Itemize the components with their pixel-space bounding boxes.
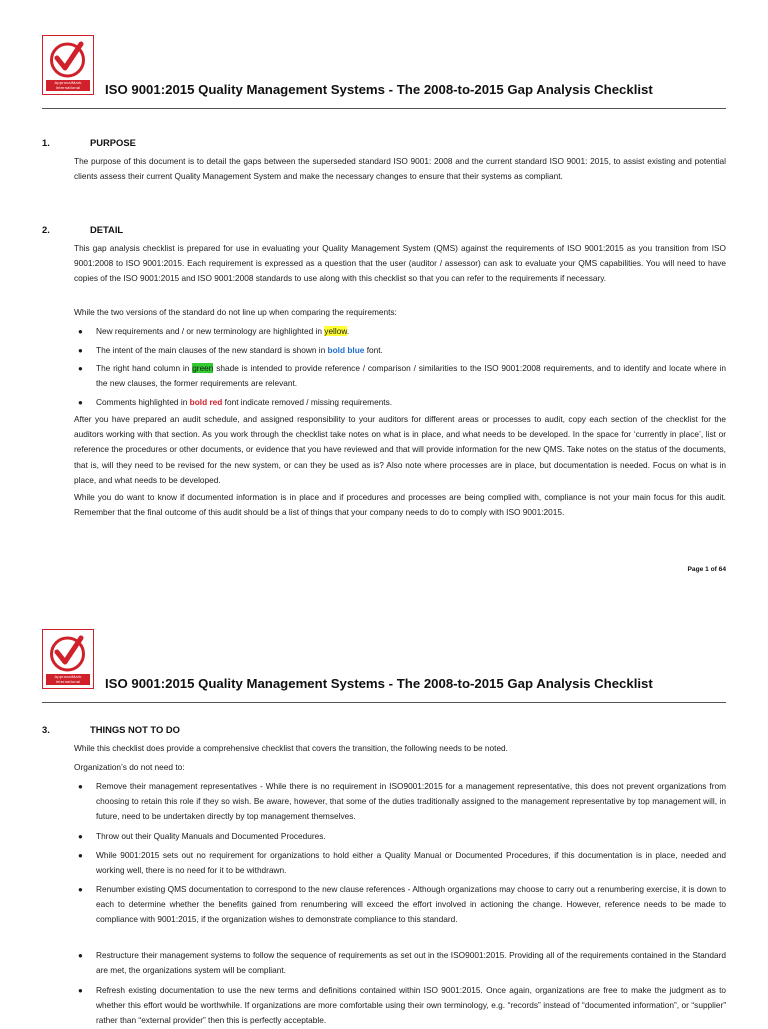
section-heading-things-not-to-do [42,724,180,735]
bullet-icon: ● [78,951,83,960]
list-item: ● Remove their management representatives - While there is no requirement in ISO9001:2015 for a management representative, this does not prevent organizations from choosing to retain this role if they so wish. Be aware, however, that some of the duties traditionally assigned to the management representative by top management will, in future, need to be undertaken directly by top management themselves. [78,781,726,822]
logo-text: ApprovalMark International [46,674,90,685]
document-title: ISO 9001:2015 Quality Management Systems - The 2008-to-2015 Gap Analysis Checklist [105,676,653,691]
section-title: THINGS NOT TO DO [90,724,180,735]
things-paragraph: While this checklist does provide a comprehensive checklist that covers the transition, the following needs to be noted. [74,743,508,753]
list-item: ● Throw out their Quality Manuals and Documented Procedures. [74,829,726,844]
company-logo [42,35,94,95]
bullet-icon: ● [78,398,83,407]
bullet-icon: ● [78,346,83,355]
list-item: ● Comments highlighted in bold red font indicate removed / missing requirements. [74,395,726,410]
approval-check-icon [43,630,92,676]
detail-paragraph: This gap analysis checklist is prepared for use in evaluating your Quality Management System (QMS) against the requirements of ISO 9001:2015 as you transition from ISO 9001:2008 to ISO 9001:2015. Each requirement is expressed as a question that the user (auditor / assessor) can ask to evaluate your QMS capabilities. You will need to have copies of the ISO 9001:2015 and ISO 9001:2008 standards to use along with this checklist so that you can refer to the requirements if necessary. [74,243,726,284]
bullet-icon: ● [78,327,83,336]
section-number: 3. [42,724,50,735]
section-heading-purpose [42,137,136,148]
audit-paragraph: After you have prepared an audit schedule, and assigned responsibility to your auditors for different areas or processes to audit, copy each section of the checklist for the auditors working with that section. As you work through the checklist take notes on what is in place, and what needs to be developed. In the space for ‘currently in place’, list or reference the procedures or other documents, or evidence that you have reviewed and that will provide information for the new QMS. Take notes on the status of the documents, that is, will they need to be revised for the new system, or can they be used as is? Also note where processes are in place, but documentation is needed. Focus on what is in place, and what needs to be developed. [74,414,726,485]
compliance-paragraph: While you do want to know if documented information is in place and if procedures and processes are being complied with, compliance is not your main focus for this audit. Remember that the final outcome of this audit should be a list of things that your company needs to do to comply with ISO 9001:2015. [74,492,726,518]
red-bold-text: bold red [189,397,223,407]
list-item: ● New requirements and / or new terminology are highlighted in yellow. [74,324,726,339]
bullet-icon: ● [78,782,83,791]
approval-check-icon [43,36,92,82]
bullet-icon: ● [78,986,83,995]
list-item: ● The intent of the main clauses of the new standard is shown in bold blue font. [74,343,726,358]
company-logo [42,629,94,689]
logo-text: ApprovalMark International [46,80,90,91]
page-number: Page 1 of 64 [687,566,726,573]
section-title: DETAIL [90,224,124,235]
green-highlight: green [192,363,214,373]
list-item: ● While 9001:2015 sets out no requirement for organizations to hold either a Quality Manual or Documented Procedures, if this documentation is in place, needed and working well, there is no need for it to be withdrawn. [78,850,726,876]
section-heading-detail [42,224,123,235]
section-number: 1. [42,137,50,148]
blue-bold-text: bold blue [327,345,365,355]
document-page-2 [0,612,768,1024]
bullet-icon: ● [78,885,83,894]
list-item: ● Restructure their management systems to follow the sequence of requirements as set out in the ISO9001:2015. Providing all of the requirements contained in the Standard are met, the organizations system will be compliant. [78,950,726,976]
detail-intro: While the two versions of the standard do not line up when comparing the requirements: [74,307,397,317]
list-item: ● The right hand column in green shade is intended to provide reference / comparison / similarities to the ISO 9001:2008 requirements, and to identify and locate where in the new clauses, the former requirements are relevant. [78,363,727,389]
section-title: PURPOSE [90,137,136,148]
purpose-paragraph: The purpose of this document is to detail the gaps between the superseded standard ISO 9001: 2008 and the current standard ISO 9001: 2015, to assist existing and potential clients assess their current Quality Management System and make the necessary changes to ensure that their systems as compliant. [74,156,726,182]
bullet-icon: ● [78,832,83,841]
bullet-icon: ● [78,851,83,860]
page-gap [0,590,768,612]
header-rule [42,702,726,703]
list-item: ● Renumber existing QMS documentation to correspond to the new clause references - Although organizations may choose to carry out a renumbering exercise, it is down to each to determine whether the benefits gained from renumbering will exceed the effort involved in actioning the change. However, reference needs to be made to compliance with 9001:2015, if the organization wishes to demonstrate compliance to this standard. [78,884,726,925]
list-item: ● Refresh existing documentation to use the new terms and definitions contained within ISO 9001:2015. Once again, organizations are free to make the judgment as to whether this effort would be worthwhile. If organizations are more comfortable using their own terminology, e.g. “records” instead of “documented information”, or “supplier” rather than “external provider” then this is perfectly acceptable. [78,985,726,1026]
bullet-icon: ● [78,364,83,373]
document-title: ISO 9001:2015 Quality Management Systems - The 2008-to-2015 Gap Analysis Checklist [105,82,653,97]
section-number: 2. [42,224,50,235]
header-rule [42,108,726,109]
things-intro: Organization’s do not need to: [74,762,185,772]
yellow-highlight: yellow [324,326,347,336]
